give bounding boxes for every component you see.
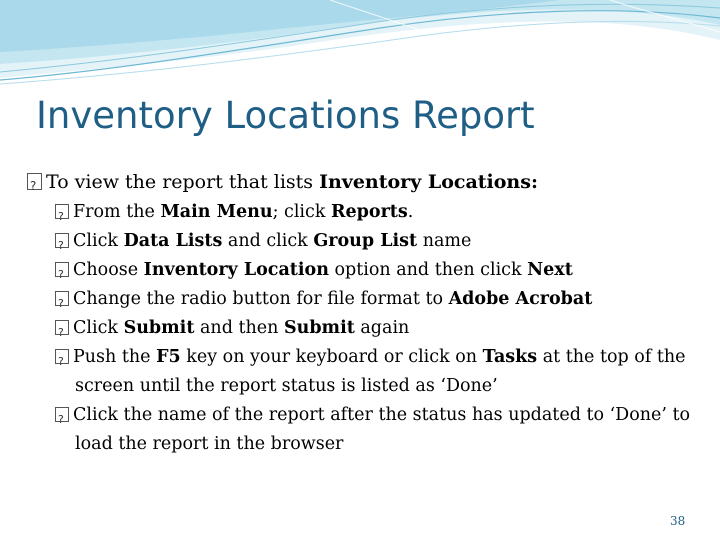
step-text: and click <box>222 231 314 251</box>
step-item <box>27 198 697 227</box>
slide-title: Inventory Locations Report <box>36 94 535 137</box>
step-bold-text: Next <box>527 260 573 280</box>
step-text: Click <box>73 318 124 338</box>
step-bold-text: Inventory Location <box>143 260 329 280</box>
step-text: again <box>354 318 410 338</box>
step-bold-text: F5 <box>156 347 181 367</box>
step-item <box>27 343 697 401</box>
step-text: Choose <box>73 260 144 280</box>
step-text: Change the radio button for file format to <box>73 289 449 309</box>
step-text: From the <box>73 202 161 222</box>
step-bold-text: Adobe Acrobat <box>448 289 593 309</box>
lead-bullet <box>27 168 707 196</box>
step-text: name <box>417 231 472 251</box>
step-text: ; click <box>272 202 331 222</box>
step-bold-text: Reports <box>331 202 408 222</box>
step-bold-text: Tasks <box>482 347 538 367</box>
box-glyph-icon <box>55 407 69 422</box>
decorative-wave-header <box>0 0 720 90</box>
page-number: 38 <box>670 514 686 528</box>
box-glyph-icon <box>55 320 69 335</box>
step-text: and then <box>194 318 284 338</box>
step-bold-text: Submit <box>123 318 195 338</box>
step-text: Push the <box>73 347 157 367</box>
step-item <box>27 285 697 314</box>
step-text: key on your keyboard or click on <box>180 347 483 367</box>
step-bold-text: Data Lists <box>123 231 223 251</box>
box-glyph-icon <box>55 204 69 219</box>
step-text: at the top of the screen until the report status is listed as ‘Done’ <box>75 347 686 396</box>
step-item <box>27 314 697 343</box>
box-glyph-icon <box>55 233 69 248</box>
lead-text: To view the report that lists <box>46 171 320 193</box>
lead-bold-text: Inventory Locations: <box>319 171 538 193</box>
step-text: option and then click <box>328 260 528 280</box>
box-glyph-icon <box>55 291 69 306</box>
box-glyph-icon <box>55 262 69 277</box>
step-item <box>27 256 697 285</box>
step-bold-text: Main Menu <box>160 202 273 222</box>
step-text: . <box>407 202 414 222</box>
step-item <box>27 227 697 256</box>
steps-list <box>27 198 707 459</box>
step-bold-text: Group List <box>313 231 418 251</box>
box-glyph-icon <box>27 173 42 190</box>
slide-content <box>27 168 707 459</box>
box-glyph-icon <box>55 349 69 364</box>
step-bold-text: Submit <box>283 318 355 338</box>
step-text: Click <box>73 231 124 251</box>
step-text: Click the name of the report after the status has updated to ‘Done’ to load the report in the browser <box>73 405 691 454</box>
step-item <box>27 401 697 459</box>
